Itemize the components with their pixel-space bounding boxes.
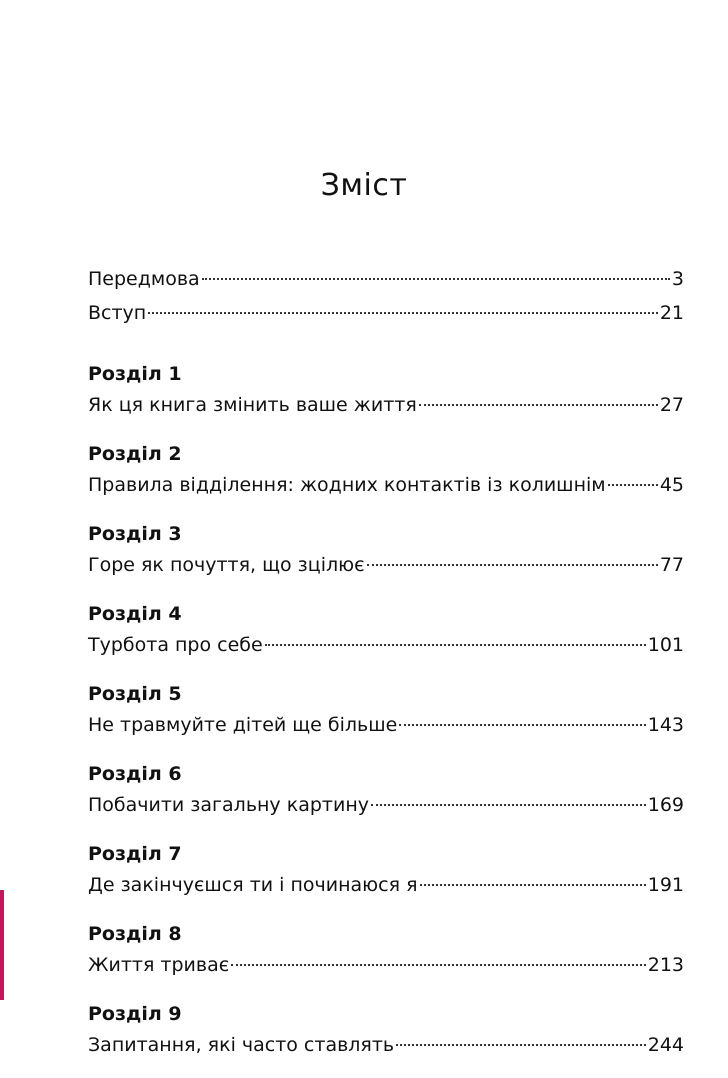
toc-entry-introduction[interactable] (88, 296, 684, 330)
toc-entry-label: Горе як почуття, що зцілює (88, 554, 365, 576)
toc-chapter-5 (88, 678, 684, 740)
toc-chapter-6 (88, 758, 684, 820)
toc-chapter-3 (88, 518, 684, 580)
toc-entry[interactable] (88, 470, 684, 500)
toc-entry[interactable] (88, 950, 684, 980)
dot-leader (265, 644, 646, 646)
toc-entry[interactable] (88, 790, 684, 820)
toc-chapter-7 (88, 838, 684, 900)
toc-chapter-2 (88, 438, 684, 500)
dot-leader (396, 1044, 646, 1046)
toc-entry-page: 244 (647, 1034, 684, 1056)
chapter-heading: Розділ 7 (88, 843, 182, 865)
dot-leader (608, 484, 658, 486)
toc-chapter-4 (88, 598, 684, 660)
dot-leader (367, 564, 658, 566)
toc-entry-page: 101 (647, 634, 684, 656)
toc-entry-label: Життя триває (88, 954, 230, 976)
toc-entry-label: Турбота про себе (88, 634, 263, 656)
toc-entry-page: 27 (659, 394, 684, 416)
chapter-heading: Розділ 1 (88, 363, 182, 385)
toc-entry[interactable] (88, 870, 684, 900)
toc-entry-page: 77 (659, 554, 684, 576)
toc-entry-page: 3 (671, 268, 684, 290)
toc-entry-label: Запитання, які часто ставлять (88, 1034, 395, 1056)
toc-entry-label: Не травмуйте дітей ще більше (88, 714, 398, 736)
dot-leader (371, 804, 646, 806)
toc-entry-page: 169 (647, 794, 684, 816)
toc-entry-label: Побачити загальну картину (88, 794, 369, 816)
toc-entry-page: 45 (659, 474, 684, 496)
dot-leader (202, 278, 670, 280)
toc-chapter-9 (88, 998, 684, 1060)
dot-leader (420, 884, 646, 886)
toc-entry[interactable] (88, 710, 684, 740)
toc-entry-page: 191 (647, 874, 684, 896)
toc-entry-label: Як ця книга змінить ваше життя (88, 394, 417, 416)
toc-entry[interactable] (88, 550, 684, 580)
page-edge-mark (0, 890, 4, 1000)
toc-entry-page: 143 (647, 714, 684, 736)
toc-entry-foreword[interactable] (88, 262, 684, 296)
toc-entry-page: 21 (659, 302, 684, 324)
table-of-contents (88, 262, 684, 1078)
chapter-heading: Розділ 8 (88, 923, 182, 945)
toc-entry-label: Передмова (88, 268, 200, 290)
dot-leader (148, 312, 658, 314)
toc-entry-label: Вступ (88, 302, 147, 324)
chapter-heading: Розділ 6 (88, 763, 182, 785)
toc-entry-label: Де закінчуєшся ти і починаюся я (88, 874, 418, 896)
chapter-heading: Розділ 3 (88, 523, 182, 545)
dot-leader (231, 964, 646, 966)
chapter-heading: Розділ 2 (88, 443, 182, 465)
chapter-heading: Розділ 9 (88, 1003, 182, 1025)
toc-entry[interactable] (88, 390, 684, 420)
chapter-heading: Розділ 5 (88, 683, 182, 705)
dot-leader (399, 724, 645, 726)
toc-chapter-1 (88, 358, 684, 420)
contents-title: Зміст (320, 168, 408, 203)
toc-entry-page: 213 (647, 954, 684, 976)
chapter-heading: Розділ 4 (88, 603, 182, 625)
dot-leader (419, 404, 658, 406)
toc-entry-label: Правила відділення: жодних контактів із колишнім (88, 474, 606, 496)
toc-entry[interactable] (88, 1030, 684, 1060)
toc-chapter-8 (88, 918, 684, 980)
toc-entry[interactable] (88, 630, 684, 660)
